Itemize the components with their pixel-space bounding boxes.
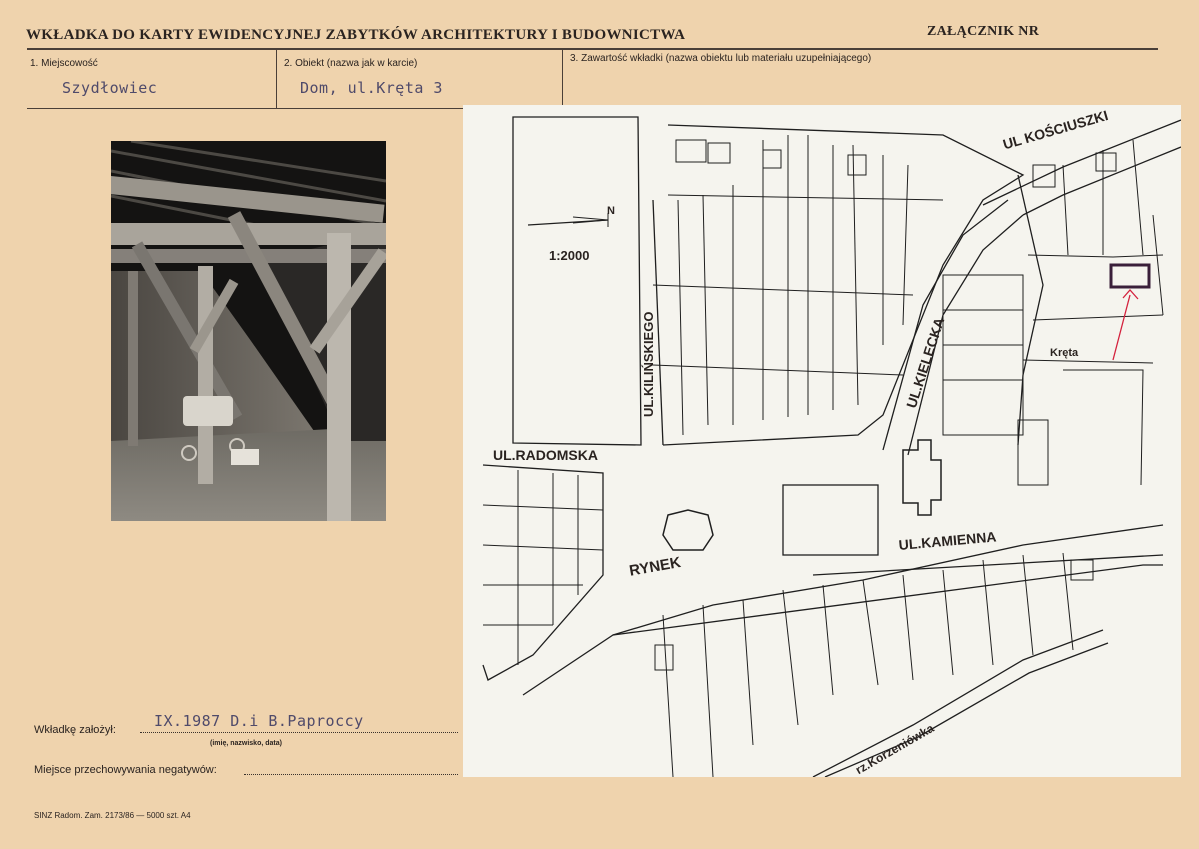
river-label: rz.Korzeniówka [853, 720, 937, 777]
card-title: WKŁADKA DO KARTY EWIDENCYJNEJ ZABYTKÓW ARCHITEKTURY I BUDOWNICTWA [26, 27, 686, 43]
street-radomska-label: UL.RADOMSKA [493, 447, 598, 463]
locality-label: 1. Miejscowość [30, 58, 98, 69]
contents-label: 3. Zawartość wkładki (nazwa obiektu lub materiału uzupełniającego) [570, 53, 872, 64]
rynek-label: RYNEK [628, 553, 683, 580]
site-map [463, 105, 1181, 777]
street-kilinskiego-label: UL.KILIŃSKIEGO [641, 311, 656, 417]
street-kielecka-label: UL.KIELECKA [903, 315, 948, 410]
created-by-value: IX.1987 D.i B.Paproccy [154, 712, 364, 730]
header-divider-1 [276, 49, 277, 109]
created-by-line [140, 732, 458, 733]
map-block-rynek-east [783, 485, 878, 555]
map-scale: 1:2000 [549, 248, 590, 263]
created-by-label: Wkładkę założył: [34, 724, 116, 736]
locality-value: Szydłowiec [62, 79, 158, 97]
object-value: Dom, ul.Kręta 3 [300, 79, 443, 97]
negatives-label: Miejsce przechowywania negatywów: [34, 764, 217, 776]
header-rule-top [27, 48, 1158, 50]
street-kreta-label: Kręta [1050, 347, 1079, 359]
object-label: 2. Obiekt (nazwa jak w karcie) [284, 58, 418, 69]
street-kamienna-label: UL.KAMIENNA [898, 528, 998, 553]
map-lot-west [513, 117, 641, 445]
printer-imprint: SINZ Radom. Zam. 2173/86 — 5000 szt. A4 [34, 811, 191, 820]
negatives-line [244, 774, 458, 775]
created-by-hint: (imię, nazwisko, data) [210, 740, 282, 747]
street-kosciuszki-label: UL KOŚCIUSZKI [1001, 107, 1110, 153]
attic-photo [111, 141, 386, 521]
header-divider-2 [562, 49, 563, 109]
marked-building [1111, 265, 1149, 287]
annex-number-label: ZAŁĄCZNIK NR [927, 24, 1040, 39]
map-north-label: N [607, 205, 615, 217]
town-hall-plan [663, 510, 713, 550]
